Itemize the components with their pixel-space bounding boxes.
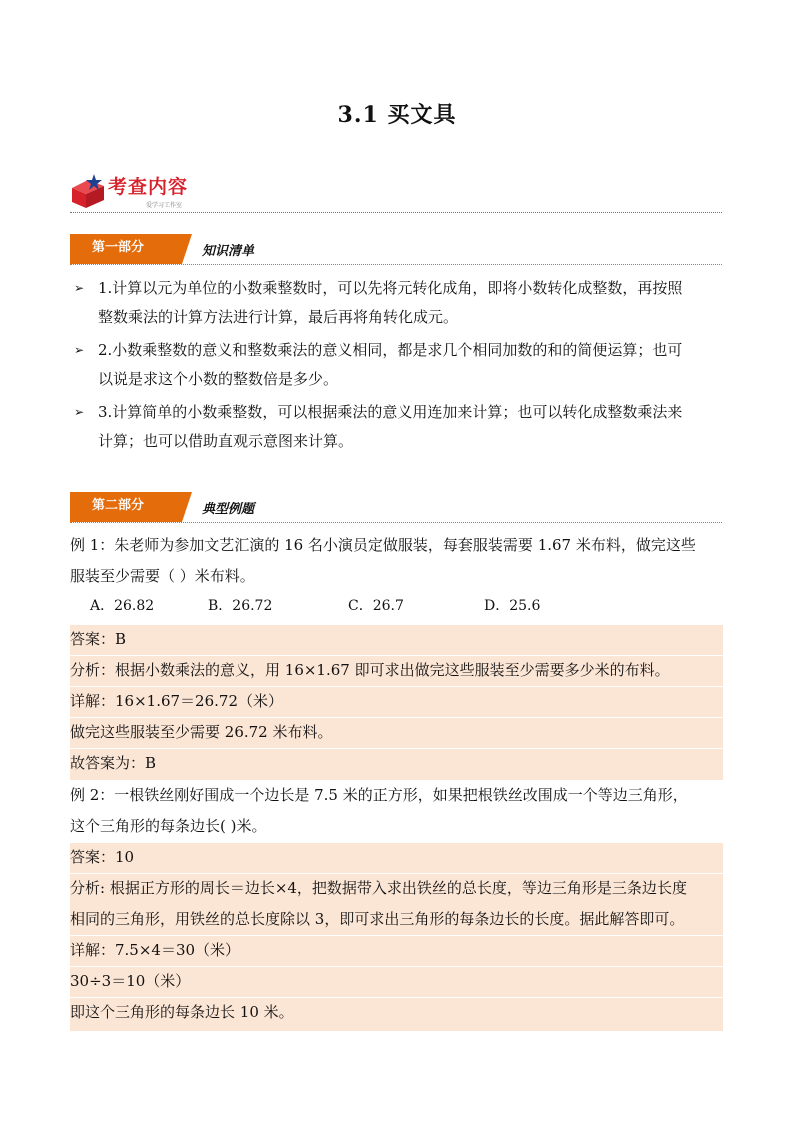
detail-line: 30÷3＝10（米） — [70, 972, 191, 990]
list-item-line: 计算；也可以借助直观示意图来计算。 — [98, 432, 354, 450]
arrow-bullet-icon: ➢ — [74, 405, 85, 419]
list-item-line: 2.小数乘整数的意义和整数乘法的意义相同，都是求几个相同加数的和的简便运算；也可 — [98, 341, 683, 359]
logo-text: 考查内容 — [108, 176, 189, 198]
detail-line: 详解：7.5×4＝30（米） — [70, 941, 241, 959]
example-question-line: 这个三角形的每条边长( )米。 — [70, 817, 267, 835]
analysis-line: 分析：根据小数乘法的意义，用 16×1.67 即可求出做完这些服装至少需要多少米的布料。 — [70, 661, 670, 679]
example-question-line: 例 2：一根铁丝刚好围成一个边长是 7.5 米的正方形，如果把根铁丝改围成一个等边三角形， — [70, 786, 688, 804]
option-d: D．25.6 — [484, 598, 541, 614]
final-answer-line: 故答案为：B — [70, 754, 157, 772]
answer-line: 答案：B — [70, 630, 127, 648]
list-item — [70, 336, 722, 394]
divider — [70, 212, 722, 213]
logo — [70, 172, 210, 212]
option-a: A．26.82 — [90, 598, 155, 614]
list-item-line: 以说是求这个小数的整数倍是多少。 — [98, 370, 339, 388]
section-divider — [70, 264, 722, 265]
list-item — [70, 398, 722, 456]
logo-subtext: 爱学习工作室 — [146, 202, 183, 209]
analysis-line: 相同的三角形，用铁丝的总长度除以 3，即可求出三角形的每条边长的长度。据此解答即可。 — [70, 910, 685, 928]
section-divider — [70, 522, 722, 523]
options-row — [90, 593, 722, 619]
result-line: 即这个三角形的每条边长 10 米。 — [70, 1003, 294, 1021]
example-question-line: 例 1：朱老师为参加文艺汇演的 16 名小演员定做服装，每套服装需要 1.67 米布料，做完这些 — [70, 536, 696, 554]
detail-line: 详解：16×1.67＝26.72（米） — [70, 692, 283, 710]
page-title: 3.1 买文具 — [337, 102, 457, 128]
section-tab: 第二部分 — [70, 492, 182, 522]
example-question-line: 服装至少需要（ ）米布料。 — [70, 567, 255, 585]
option-b: B．26.72 — [208, 598, 273, 614]
section-subtitle: 知识清单 — [202, 244, 255, 259]
section-header-knowledge — [70, 234, 722, 264]
section-tab: 第一部分 — [70, 234, 182, 264]
arrow-bullet-icon: ➢ — [74, 281, 85, 295]
option-c: C．26.7 — [348, 598, 404, 614]
section-subtitle: 典型例题 — [202, 502, 255, 517]
result-line: 做完这些服装至少需要 26.72 米布料。 — [70, 723, 333, 741]
list-item-line: 整数乘法的计算方法进行计算，最后再将角转化成元。 — [98, 308, 459, 326]
arrow-bullet-icon: ➢ — [74, 343, 85, 357]
list-item — [70, 274, 722, 332]
answer-line: 答案：10 — [70, 848, 135, 866]
list-item-line: 3.计算简单的小数乘整数，可以根据乘法的意义用连加来计算；也可以转化成整数乘法来 — [98, 403, 683, 421]
section-header-examples — [70, 492, 722, 522]
book-star-logo-icon — [70, 172, 106, 210]
list-item-line: 1.计算以元为单位的小数乘整数时，可以先将元转化成角，即将小数转化成整数，再按照 — [98, 279, 683, 297]
analysis-line: 分析: 根据正方形的周长＝边长×4，把数据带入求出铁丝的总长度，等边三角形是三条边长度 — [70, 879, 687, 897]
